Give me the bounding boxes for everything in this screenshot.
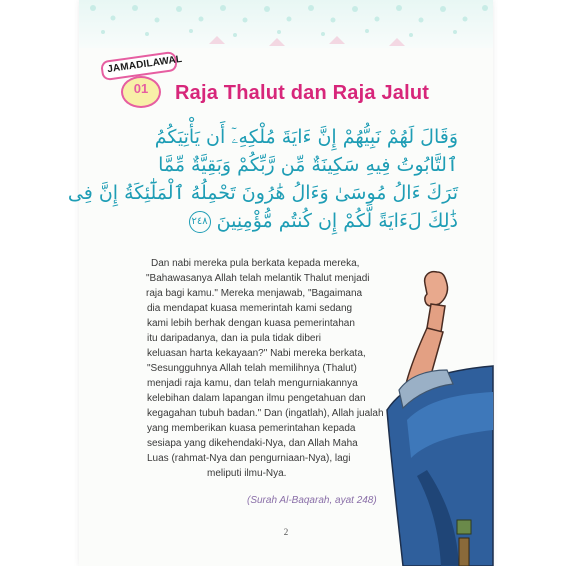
translation-line: kegagahan tubuh badan." Dan (ingatlah), Allah jualah <box>147 408 384 419</box>
translation-line: meliputi ilmu-Nya. <box>207 468 287 479</box>
dot-pattern <box>79 0 493 48</box>
chapter-tab <box>101 48 183 102</box>
translation-line: Dan nabi mereka pula berkata kepada mereka, <box>151 258 360 269</box>
translation-line: "Sesungguhnya Allah telah memilihnya (Thalut) <box>147 363 357 374</box>
arabic-verse <box>67 123 458 253</box>
translation-line: Luas (rahmat-Nya dan pengurniaan-Nya), lagi <box>147 453 351 464</box>
arabic-line-last <box>119 207 458 235</box>
verse-source: (Surah Al-Baqarah, ayat 248) <box>247 495 377 506</box>
translation-line: kami lebih berhak dengan kuasa pemerintahan <box>147 318 355 329</box>
king-illustration <box>387 270 493 566</box>
translation-line: kelebihan dalam lapangan ilmu pengetahuan dan <box>147 393 366 404</box>
translation-line: itu daripadanya, dan ia pula tidak diberi <box>147 333 322 344</box>
translation-line: "Bahawasanya Allah telah melantik Thalut menjadi <box>146 273 370 284</box>
translation-line: dia mendapat kuasa memerintah kami sedang <box>147 303 353 314</box>
verse-number-marker: ٢٤٨ <box>189 211 211 233</box>
translation-line: menjadi raja kamu, dan telah mengurniakannya <box>147 378 358 389</box>
translation-line: yang memberikan kuasa pemerintahan kepada <box>147 423 356 434</box>
book-page <box>67 0 493 566</box>
decorative-top-band <box>79 0 493 48</box>
translation-line: raja bagi kamu." Mereka menjawab, "Bagaimana <box>146 288 363 299</box>
translation-line: sesiapa yang dikehendaki-Nya, dan Allah Maha <box>147 438 358 449</box>
arabic-line: تَرَكَ ءَالُ مُوسَىٰ وَءَالُ هَٰرُونَ تَحْمِلُهُ ٱلْمَلَٰٓئِكَةُ إِنَّ فِى <box>67 182 458 204</box>
arabic-line-text: ذَٰلِكَ لَءَايَةً لَّكُمْ إِن كُنتُم مُّؤْمِنِينَ <box>216 210 458 232</box>
page-title: Raja Thalut dan Raja Jalut <box>175 82 430 104</box>
chapter-month: JAMADILAWAL <box>106 53 183 76</box>
arabic-line: وَقَالَ لَهُمْ نَبِيُّهُمْ إِنَّ ءَايَةَ مُلْكِهِۦٓ أَن يَأْتِيَكُمُ <box>154 126 458 148</box>
chapter-number: 01 <box>133 81 149 96</box>
translation-line: keluasan harta kekayaan?" Nabi mereka berkata, <box>147 348 366 359</box>
arabic-line: ٱلتَّابُوتُ فِيهِ سَكِينَةٌ مِّن رَّبِّكُمْ وَبَقِيَّةٌ مِّمَّا <box>158 154 458 176</box>
page-number: 2 <box>283 527 289 537</box>
